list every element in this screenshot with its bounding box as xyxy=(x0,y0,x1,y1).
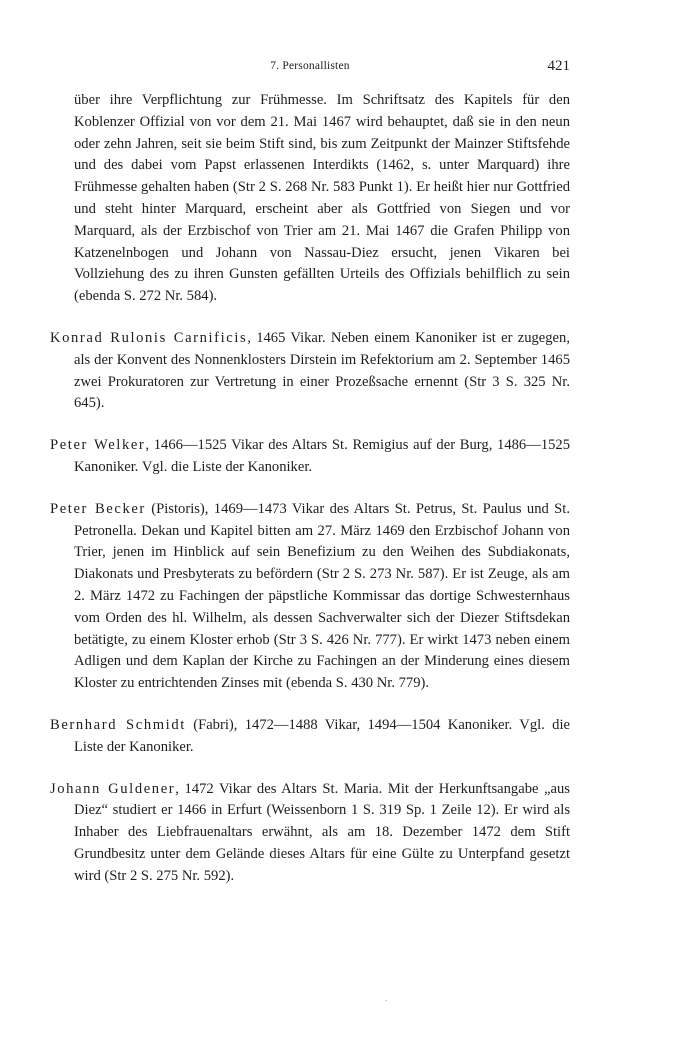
entry-name: Konrad Rulonis Carnificis xyxy=(50,329,248,346)
page-number: 421 xyxy=(547,58,570,74)
entry-johann-guldener xyxy=(50,779,570,888)
body-text xyxy=(50,90,570,908)
entry-name: Peter Welker xyxy=(50,437,146,454)
continuation-paragraph: über ihre Verpflichtung zur Frühmesse. Im Schriftsatz des Kapitels für den Koblenzer Offizial von vor dem 21. Mai 1467 wird behauptet, daß sie in den neun oder zehn Jahren, seit sie beim Stift sind, bis zum Zeitpunkt der Mainzer Stiftsfehde und des dabei vom Papst erlassenen Interdikts (1462, s. unter Marquard) ihre Frühmesse gehalten haben (Str 2 S. 268 Nr. 583 Punkt 1). Er heißt hier nur Gottfried und steht hinter Marquard, erscheint aber als Gottfried von Siegen und vor Marquard, als der Erzbischof von Trier am 21. Mai 1467 die Grafen Philipp von Katzenelnbogen und Johann von Nassau-Diez ersucht, jenen Vikaren bei Vollziehung des zu ihren Gunsten gefällten Urteils des Offizials behilflich zu sein (ebenda S. 272 Nr. 584). xyxy=(74,92,570,305)
entry-konrad-rulonis xyxy=(50,328,570,415)
entry-text: , 1466—1525 Vikar des Altars St. Remigius auf der Burg, 1486—1525 Kanoniker. Vgl. die Liste der Kanoniker. xyxy=(74,437,571,475)
running-title: 7. Personallisten xyxy=(270,60,350,72)
entry-name: Bernhard Schmidt xyxy=(50,716,186,733)
entry-text: , 1465 Vikar. Neben einem Kanoniker ist er zugegen, als der Konvent des Nonnenklosters Dirstein im Refektorium am 2. September 1465 zwei Prokuratoren zur Vertretung in einer Prozeßsache ernennt (Str 3 S. 325 Nr. 645). xyxy=(74,329,570,412)
entry-name: Johann Guldener xyxy=(50,780,176,797)
entry-peter-becker xyxy=(50,499,570,695)
entry-peter-welker xyxy=(50,435,570,479)
entry-text: , 1472 Vikar des Altars St. Maria. Mit der Herkunftsangabe „aus Diez“ studiert er 1466 in Erfurt (Weissenborn 1 S. 319 Sp. 1 Zeile 12). Er wird als Inhaber des Liebfrauenaltars erwähnt, als am 18. Dezember 1472 dem Stift Grundbesitz unter dem Gelände dieses Altars für eine Gülte zu Unterpfand gesetzt wird (Str 2 S. 275 Nr. 592). xyxy=(74,780,570,884)
entry-name: Peter Becker xyxy=(50,500,146,517)
entry-bernhard-schmidt xyxy=(50,715,570,759)
entry-text: (Fabri), 1472—1488 Vikar, 1494—1504 Kanoniker. Vgl. die Liste der Kanoniker. xyxy=(74,716,570,755)
scan-speck xyxy=(385,1000,387,1001)
entry-text: (Pistoris), 1469—1473 Vikar des Altars St. Petrus, St. Paulus und St. Petronella. Dekan und Kapitel bitten am 27. März 1469 den Erzbischof Johann von Trier, jenen im Hinblick auf sein Benefizium zu den Weihen des Subdiakonats, Diakonats und Presbyterats zu befördern (Str 2 S. 273 Nr. 587). Er ist Zeuge, als am 2. März 1472 zu Fachingen der päpstliche Kommissar das dortige Schwesternhaus vom Orden des hl. Wilhelm, als dessen Sachverwalter sich der Diezer Stiftsdekan betätigte, zu einem Kloster erhob (Str 3 S. 426 Nr. 777). Er wirkt 1473 neben einem Adligen und dem Kaplan der Kirche zu Fachingen an der Minderung eines diesem Kloster zu entrichtenden Zinses mit (ebenda S. 430 Nr. 779). xyxy=(74,500,570,692)
